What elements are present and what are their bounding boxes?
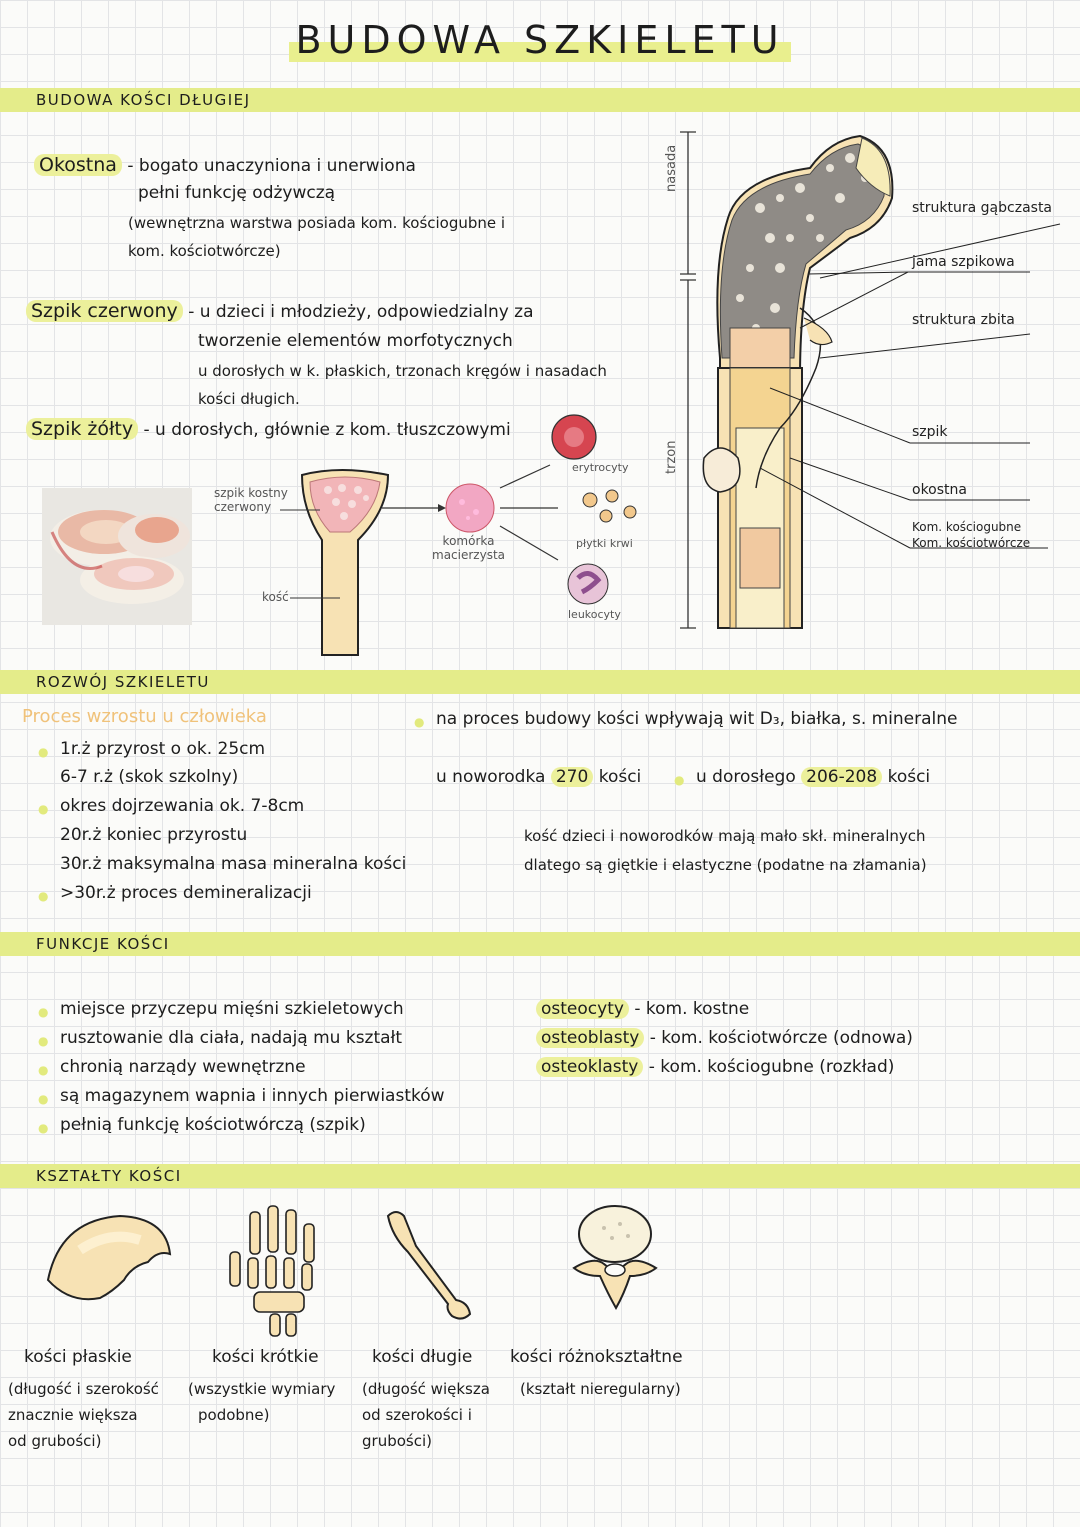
short-bones-hand-icon bbox=[214, 1198, 344, 1338]
label-okostna: okostna bbox=[912, 482, 967, 498]
szpik-czerwony-block: Szpik czerwony - u dzieci i młodzieży, odpowiedzialny za bbox=[26, 300, 534, 323]
bone-cross-section-photo bbox=[42, 488, 192, 625]
okostna-block: Okostna - bogato unaczyniona i unerwiona bbox=[34, 154, 416, 177]
label-struktura-gabczasta: struktura gąbczasta bbox=[912, 200, 1053, 216]
function-item: ● miejsce przyczepu mięśni szkieletowych bbox=[60, 998, 404, 1020]
page-title: BUDOWA SZKIELETU bbox=[0, 18, 1080, 62]
irregular-bone-vertebra-icon bbox=[560, 1204, 670, 1314]
function-item: ● chronią narządy wewnętrzne bbox=[60, 1056, 306, 1078]
szpik-zolty-term: Szpik żółty bbox=[26, 418, 138, 440]
platelets-icon bbox=[583, 490, 636, 522]
label-nasada: nasada bbox=[664, 144, 679, 192]
szpik-czerwony-line-4: kości długich. bbox=[198, 390, 300, 408]
shape-long-name: kości długie bbox=[372, 1347, 473, 1367]
section-heading-shapes: KSZTAŁTY KOŚCI bbox=[0, 1164, 1080, 1188]
label-kosc: kość bbox=[262, 590, 289, 604]
label-komorka: komórka macierzysta bbox=[432, 534, 506, 562]
cell-osteocyty: osteocyty - kom. kostne bbox=[536, 998, 749, 1020]
section-heading-long-bone: BUDOWA KOŚCI DŁUGIEJ bbox=[0, 88, 1080, 112]
growth-item: 20r.ż koniec przyrostu bbox=[60, 825, 248, 845]
function-item: ● rusztowanie dla ciała, nadają mu kształt bbox=[60, 1027, 402, 1049]
label-struktura-zbita: struktura zbita bbox=[912, 312, 1015, 328]
szpik-zolty-block: Szpik żółty - u dorosłych, głównie z kom. tłuszczowymi bbox=[26, 418, 511, 441]
bone-count-newborn: u noworodka 270 kości bbox=[436, 767, 642, 787]
okostna-term: Okostna bbox=[34, 154, 122, 176]
szpik-czerwony-line-2: tworzenie elementów morfotycznych bbox=[198, 331, 513, 351]
shape-short-name: kości krótkie bbox=[212, 1347, 319, 1367]
growth-subheading: Proces wzrostu u człowieka bbox=[22, 706, 267, 727]
label-trzon: trzon bbox=[664, 440, 679, 474]
growth-item: ● >30r.ż proces demineralizacji bbox=[60, 882, 312, 904]
shape-long-desc: (długość większa od szerokości i grubości) bbox=[362, 1380, 490, 1450]
child-bone-note-2: dlatego są giętkie i elastyczne (podatne na złamania) bbox=[524, 856, 927, 874]
growth-item: ● 1r.ż przyrost o ok. 25cm bbox=[60, 738, 265, 760]
erythrocyte-icon bbox=[550, 413, 598, 461]
long-bone-icon bbox=[380, 1206, 480, 1326]
label-plytki: płytki krwi bbox=[576, 537, 633, 550]
label-kom-kosciogubne: Kom. kościogubne bbox=[912, 520, 1022, 534]
label-kom-kosciotworcze: Kom. kościotwórcze bbox=[912, 536, 1031, 550]
label-szpik-kostny: szpik kostny czerwony bbox=[214, 486, 288, 514]
okostna-line-4: kom. kościotwórcze) bbox=[128, 242, 281, 260]
cell-osteoklasty: osteoklasty - kom. kościogubne (rozkład) bbox=[536, 1056, 894, 1078]
section-heading-functions: FUNKCJE KOŚCI bbox=[0, 932, 1080, 956]
label-szpik: szpik bbox=[912, 424, 948, 440]
growth-item: 6-7 r.ż (skok szkolny) bbox=[60, 767, 239, 787]
flat-bone-icon bbox=[40, 1210, 180, 1310]
child-bone-note-1: kość dzieci i noworodków mają mało skł. mineralnych bbox=[524, 827, 926, 845]
shape-short-desc: (wszystkie wymiary podobne) bbox=[188, 1380, 336, 1424]
label-leukocyty: leukocyty bbox=[568, 608, 621, 621]
szpik-czerwony-term: Szpik czerwony bbox=[26, 300, 183, 322]
label-erytrocyty: erytrocyty bbox=[572, 461, 629, 474]
growth-item: 30r.ż maksymalna masa mineralna kości bbox=[60, 854, 407, 874]
okostna-line-3: (wewnętrzna warstwa posiada kom. kościogubne i bbox=[128, 214, 506, 232]
growth-item: ● okres dojrzewania ok. 7-8cm bbox=[60, 795, 304, 817]
section-heading-development: ROZWÓJ SZKIELETU bbox=[0, 670, 1080, 694]
shape-irregular-desc: (kształt nieregularny) bbox=[520, 1380, 681, 1398]
shape-irregular-name: kości różnokształtne bbox=[510, 1347, 683, 1367]
function-item: ● są magazynem wapnia i innych pierwiastków bbox=[60, 1085, 445, 1107]
function-item: ● pełnią funkcję kościotwórczą (szpik) bbox=[60, 1114, 366, 1136]
cell-osteoblasty: osteoblasty - kom. kościotwórcze (odnowa) bbox=[536, 1027, 913, 1049]
shape-flat-desc: (długość i szerokość znacznie większa od grubości) bbox=[8, 1380, 159, 1450]
label-jama-szpikowa: jama szpikowa bbox=[912, 254, 1015, 270]
shape-flat-name: kości płaskie bbox=[24, 1347, 132, 1367]
influence-note: ● na proces budowy kości wpływają wit D₃, białka, s. mineralne bbox=[436, 708, 958, 730]
bone-count-adult: ● u dorosłego 206-208 kości bbox=[696, 766, 930, 788]
okostna-line-2: pełni funkcję odżywczą bbox=[138, 183, 336, 203]
szpik-czerwony-line-3: u dorosłych w k. płaskich, trzonach kręgów i nasadach bbox=[198, 362, 607, 380]
